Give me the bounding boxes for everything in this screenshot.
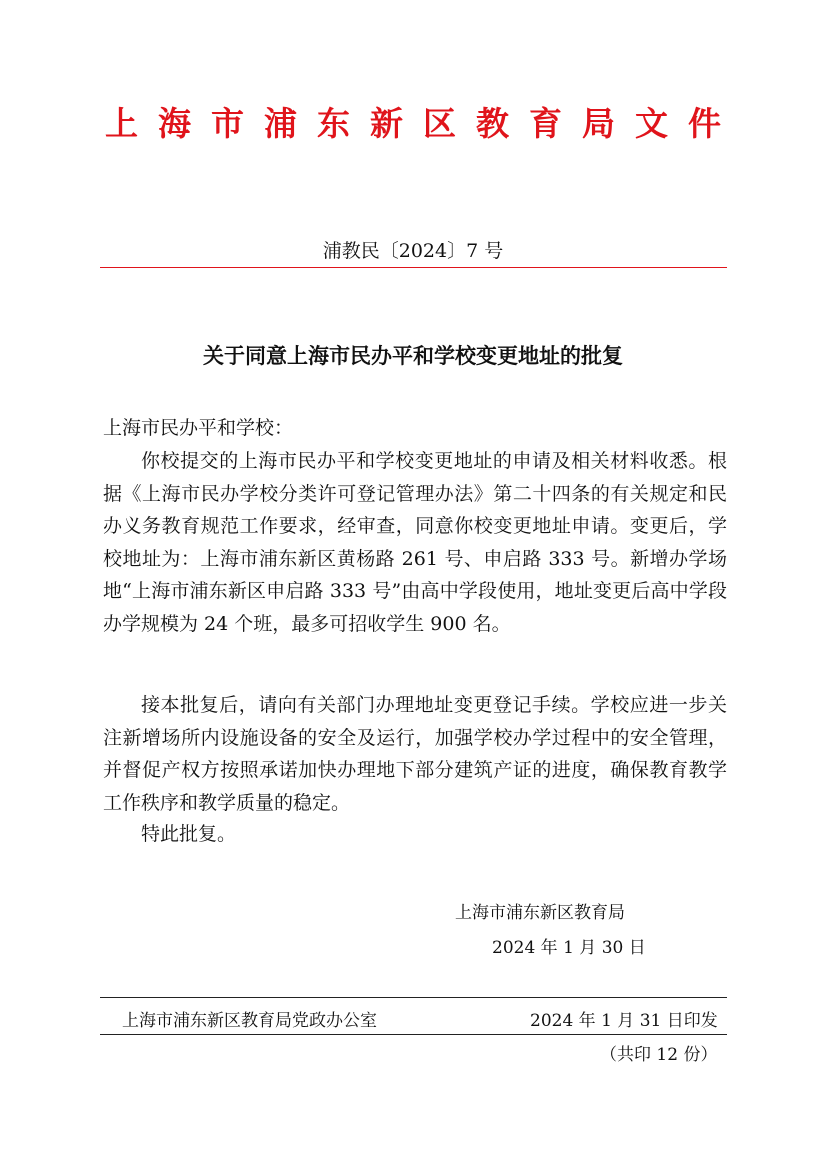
closing-paragraph: 特此批复。 [141,823,237,845]
footer-print-date: 2024 年 1 月 31 日印发 [530,1011,718,1031]
body-paragraph: 接本批复后，请向有关部门办理地址变更登记手续。学校应进一步关注新增场所内设施设备的安全及运行，加强学校办学过程中的安全管理，并督促产权方按照承诺加快办理地下部分建筑产证的进度，确保教育教学工作秩序和教学质量的稳定。 [103,694,727,814]
salutation: 上海市民办平和学校： [103,417,294,439]
footer-issuing-office: 上海市浦东新区教育局党政办公室 [122,1011,377,1031]
header-divider [100,267,727,268]
body-paragraph: 你校提交的上海市民办平和学校变更地址的申请及相关材料收悉。根据《上海市民办学校分类许可登记管理办法》第二十四条的有关规定和民办义务教育规范工作要求，经审查，同意你校变更地址申请。变更后，学校地址为：上海市浦东新区黄杨路 261 号、申启路 333 号。新增办学场地“上海市浦东新区申启路 333 号”由高中学段使用，地址变更后高中学段办学规模为 24 个班，最多可招收学生 900 名。 [103,450,727,635]
signature-organization: 上海市浦东新区教育局 [455,903,625,923]
document-header-title: 上海市浦东新区教育局文件 [105,104,741,143]
footer-bottom-rule [100,1034,727,1035]
document-number: 浦教民〔2024〕7 号 [322,240,504,262]
print-copies: （共印 12 份） [600,1045,718,1065]
signature-date: 2024 年 1 月 30 日 [492,938,646,958]
footer-top-rule [100,997,727,998]
document-title: 关于同意上海市民办平和学校变更地址的批复 [203,343,623,368]
